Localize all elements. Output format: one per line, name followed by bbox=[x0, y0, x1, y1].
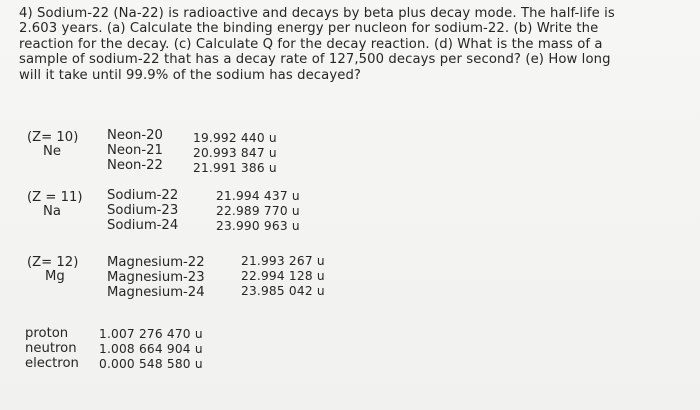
element-symbol: Ne bbox=[43, 144, 61, 159]
isotope-mass: 23.990 963 u bbox=[216, 219, 300, 233]
z-label: (Z = 11) bbox=[27, 190, 83, 205]
particle-mass: 1.007 276 470 u bbox=[99, 327, 203, 341]
z-label: (Z= 12) bbox=[27, 255, 79, 270]
question-line: 4) Sodium-22 (Na-22) is radioactive and decays by beta plus decay mode. The half-life is bbox=[19, 6, 615, 21]
isotope-name: Neon-20 bbox=[107, 128, 163, 143]
isotope-mass: 22.989 770 u bbox=[216, 204, 300, 218]
question-line: will it take until 99.9% of the sodium has decayed? bbox=[19, 67, 362, 83]
isotope-name: Neon-22 bbox=[107, 158, 163, 173]
element-symbol: Na bbox=[43, 204, 61, 219]
particle-mass: 1.008 664 904 u bbox=[99, 342, 203, 356]
particle-name: neutron bbox=[25, 341, 77, 356]
particle-name: proton bbox=[25, 326, 69, 341]
isotope-name: Sodium-23 bbox=[107, 203, 179, 218]
element-symbol: Mg bbox=[45, 269, 65, 284]
isotope-mass: 21.991 386 u bbox=[193, 161, 277, 175]
isotope-name: Magnesium-24 bbox=[107, 285, 205, 300]
particle-name: electron bbox=[25, 356, 79, 371]
question-line: reaction for the decay. (c) Calculate Q for the decay reaction. (d) What is the mass of a bbox=[19, 36, 603, 52]
question-line: 2.603 years. (a) Calculate the binding energy per nucleon for sodium-22. (b) Write the bbox=[19, 21, 599, 37]
z-label: (Z= 10) bbox=[27, 130, 79, 145]
isotope-name: Sodium-24 bbox=[107, 218, 179, 233]
isotope-mass: 22.994 128 u bbox=[241, 269, 325, 283]
isotope-mass: 20.993 847 u bbox=[193, 146, 277, 160]
isotope-mass: 19.992 440 u bbox=[193, 131, 277, 145]
question-text bbox=[19, 6, 679, 83]
isotope-name: Neon-21 bbox=[107, 143, 163, 158]
isotope-name: Sodium-22 bbox=[107, 188, 179, 203]
isotope-mass: 23.985 042 u bbox=[241, 284, 325, 298]
particle-mass: 0.000 548 580 u bbox=[99, 357, 203, 371]
isotope-name: Magnesium-22 bbox=[107, 255, 205, 270]
isotope-mass: 21.993 267 u bbox=[241, 254, 325, 268]
isotope-name: Magnesium-23 bbox=[107, 270, 205, 285]
question-line: sample of sodium-22 that has a decay rate of 127,500 decays per second? (e) How long bbox=[19, 52, 611, 68]
isotope-mass: 21.994 437 u bbox=[216, 189, 300, 203]
